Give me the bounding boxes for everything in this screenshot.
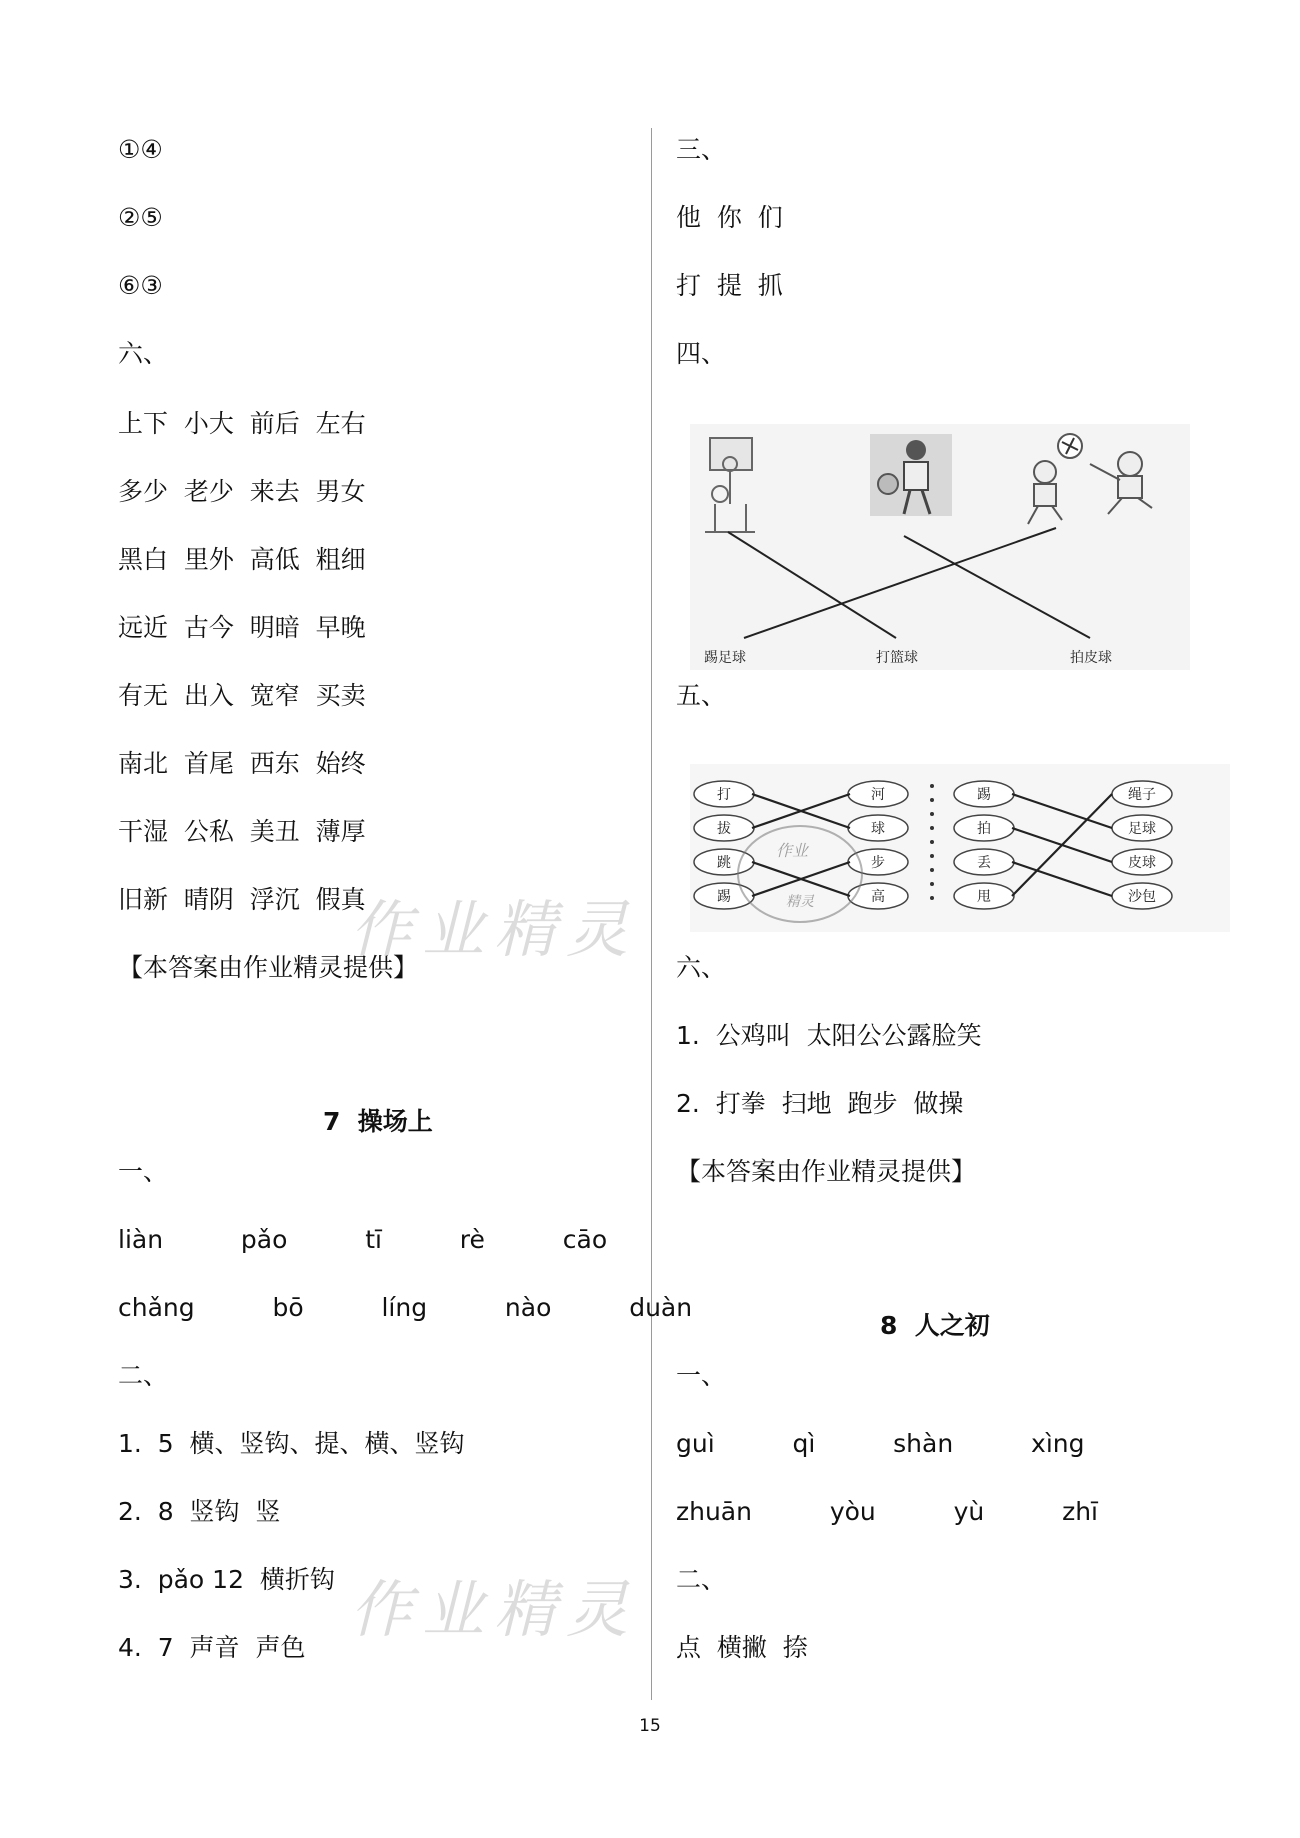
text-line: 4. 7 声音 声色	[118, 1633, 306, 1662]
section-heading-8: 8 人之初	[880, 1311, 990, 1340]
right-noun-label: 皮球	[1128, 855, 1156, 871]
svg-text:作业: 作业	[776, 841, 809, 860]
text-line: 3. pǎo 12 横折钩	[118, 1565, 335, 1594]
text-line: 多少 老少 来去 男女	[118, 477, 366, 506]
svg-text:精灵: 精灵	[786, 894, 814, 910]
text-line: ⑥③	[118, 271, 163, 300]
text-line: 点 横撇 捺	[676, 1633, 808, 1662]
text-line: 一、	[676, 1361, 727, 1390]
watermark: 作业精灵	[350, 1573, 639, 1646]
text-line: 远近 古今 明暗 早晚	[118, 613, 366, 642]
dotted-separator	[930, 784, 934, 900]
pinyin-line: guì qì shàn xìng	[676, 1429, 1085, 1458]
page-number: 15	[639, 1716, 661, 1736]
pinyin-line: liàn pǎo tī rè cāo	[118, 1225, 608, 1254]
text-line: 二、	[118, 1361, 169, 1390]
text-line: 一、	[118, 1157, 169, 1186]
left-verb-label: 打	[717, 787, 731, 803]
text-line: 六、	[118, 339, 169, 368]
text-line: 他 你 们	[676, 203, 783, 232]
left-noun-label: 高	[871, 889, 885, 905]
text-line: 【本答案由作业精灵提供】	[118, 953, 419, 982]
text-line: 五、	[676, 681, 727, 710]
label-play-basketball: 打篮球	[876, 650, 918, 666]
right-verb-label: 甩	[977, 889, 991, 905]
text-line: ②⑤	[118, 203, 163, 232]
right-verb-label: 踢	[977, 787, 991, 803]
right-noun-label: 绳子	[1128, 787, 1156, 803]
right-noun-label: 沙包	[1128, 889, 1156, 905]
right-noun-label: 足球	[1128, 821, 1156, 837]
text-line: ①④	[118, 135, 163, 164]
left-verb-label: 踢	[717, 889, 731, 905]
sports-matching-figure	[690, 424, 1190, 670]
left-noun-label: 河	[871, 787, 885, 803]
text-line: 三、	[676, 135, 727, 164]
text-line: 【本答案由作业精灵提供】	[676, 1157, 977, 1186]
text-line: 黑白 里外 高低 粗细	[118, 545, 366, 574]
pinyin-line: chǎng bō líng nào duàn	[118, 1293, 693, 1322]
text-line: 1. 公鸡叫 太阳公公露脸笑	[676, 1021, 982, 1050]
right-verb-label: 丢	[977, 855, 991, 871]
text-line: 旧新 晴阴 浮沉 假真	[118, 885, 366, 914]
text-line: 有无 出入 宽窄 买卖	[118, 681, 366, 710]
text-line: 打 提 抓	[676, 271, 783, 300]
section-heading-7: 7 操场上	[323, 1107, 433, 1136]
left-verb-label: 跳	[717, 855, 731, 871]
text-line: 二、	[676, 1565, 727, 1594]
text-line: 干湿 公私 美丑 薄厚	[118, 817, 366, 846]
watermark: 作业精灵	[350, 893, 639, 966]
text-line: 1. 5 横、竖钩、提、横、竖钩	[118, 1429, 465, 1458]
label-kick-football: 踢足球	[704, 650, 746, 666]
text-line: 上下 小大 前后 左右	[118, 409, 366, 438]
text-line: 南北 首尾 西东 始终	[118, 749, 366, 778]
pinyin-line: zhuān yòu yù zhī	[676, 1497, 1098, 1526]
boy-bouncing-ball-icon	[870, 434, 952, 516]
text-line: 2. 8 竖钩 竖	[118, 1497, 281, 1526]
text-line: 2. 打拳 扫地 跑步 做操	[676, 1089, 964, 1118]
verb-noun-matching-figure	[690, 764, 1230, 932]
column-divider	[651, 128, 652, 1700]
text-line: 六、	[676, 953, 727, 982]
right-verb-label: 拍	[977, 821, 991, 837]
label-bounce-ball: 拍皮球	[1070, 650, 1112, 666]
left-noun-label: 球	[871, 821, 885, 837]
left-noun-label: 步	[871, 855, 885, 871]
text-line: 四、	[676, 339, 727, 368]
left-verb-label: 拔	[717, 821, 731, 837]
